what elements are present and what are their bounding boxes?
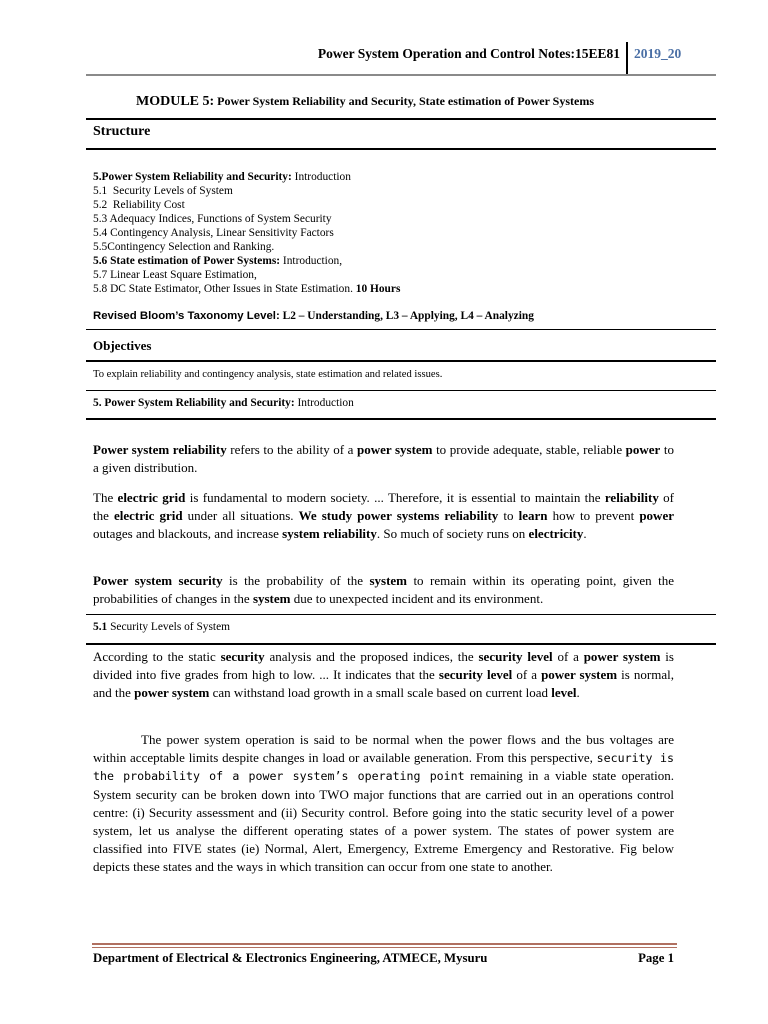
bold-run: learn [518,508,548,524]
bold-run: system reliability [282,526,377,542]
security-paragraph [93,572,674,608]
taxonomy-levels: L2 – Understanding, L3 – Applying, L4 – Analyzing [282,310,534,322]
objectives-heading: Objectives [93,338,152,353]
bold-run: power [625,442,661,457]
operating-states-paragraph [93,731,674,877]
toc-item-text: 5.5Contingency Selection and Ranking. [93,241,275,253]
bold-run: security level [438,667,513,683]
text-run: refers to the ability of a [226,442,357,457]
toc-item-text: 5.2 Reliability Cost [93,199,185,211]
structure-top-rule [86,118,716,120]
bold-run: electric grid [113,508,183,524]
text-run: to remain within its operating point, given the probabilities of changes in the [93,573,674,607]
bold-run: Power system reliability [93,442,227,457]
bold-run: power system [541,667,618,683]
toc-item-text: Introduction [291,171,351,183]
footer-department: Department of Electrical & Electronics Engineering, ATMECE, Mysuru [93,951,488,965]
document-header-title: Power System Operation and Control Notes:15EE81 [317,46,620,61]
toc-item [93,268,400,282]
electric-grid-paragraph [93,489,674,544]
section-51-heading-text: Security Levels of System [107,621,230,633]
bold-run: level [551,685,577,701]
text-run: to a given distribution. [93,442,674,476]
text-run: how to prevent [547,508,640,524]
objectives-text: To explain reliability and contingency analysis, state estimation and related issues. [93,369,443,380]
text-run: under all situations. [182,508,299,524]
text-run: of the [93,490,674,524]
bold-run: security level [478,649,553,664]
bold-run: electric grid [117,490,186,505]
toc-item [93,212,400,226]
taxonomy-line [93,310,534,322]
text-run: can withstand load growth in a small scale based on current load [209,685,552,701]
bold-run: power system [583,649,661,664]
module-subtitle: Power System Reliability and Security, State estimation of Power Systems [217,94,595,108]
reliability-paragraph [93,441,674,477]
module-title [136,94,594,110]
bold-run: security [220,649,265,664]
security-levels-paragraph [93,648,674,703]
toc-item-text: 5.3 Adequacy Indices, Functions of System Security [93,213,332,225]
text-run: is divided into five grades from high to low. ... It indicates that the [93,649,674,683]
text-run: . So much of society runs on [376,526,529,542]
text-run: The [93,490,118,505]
toc-item [93,170,400,184]
taxonomy-rule [86,329,716,330]
text-run: According to the static [93,649,221,664]
section-51-heading [93,621,230,633]
text-run: . [583,526,587,542]
section-5-heading-text: Introduction [294,397,354,409]
bold-run: We study power systems reliability [298,508,499,524]
bold-run: power system [356,442,433,457]
module-label: MODULE 5: [136,94,215,109]
toc-item-bold: 5.Power System Reliability and Security: [93,171,292,183]
section-5-heading-bold: 5. Power System Reliability and Security: [93,397,295,409]
toc-item-bold: 5.6 State estimation of Power Systems: [93,255,281,267]
toc-item-text: 5.1 Security Levels of System [93,185,233,197]
toc-item-text: 5.8 DC State Estimator, Other Issues in State Estimation. [93,283,356,295]
objectives-bottom-rule [86,390,716,391]
toc-item [93,184,400,198]
taxonomy-label: Revised Bloom’s Taxonomy Level: [93,310,280,322]
text-run: The power system operation is said to be normal when the power flows and the bus voltages are within acceptable limits despite changes in load or available generation. From this perspective, [93,732,674,766]
objectives-rule [86,360,716,362]
bold-run: power system [134,685,210,701]
text-run: of a [552,649,584,664]
text-run: is fundamental to modern society. ... Therefore, it is essential to maintain the [185,490,605,505]
toc-item-text: Introduction, [280,255,343,267]
text-run: remaining in a viable state operation. System security can be broken down into TWO major functions that are carried out in an operations control centre: (i) Security assessment and (ii) Security control. Before going into the static security level of a power system, let us analyse the different operating states of a power system. The states of power system are classified into FIVE states (ie) Normal, Alert, Emergency, Extreme Emergency and Restorative. Fig below depicts these states and the ways in which transition can occur from one state to another. [93,768,675,875]
toc-item-hours: 10 Hours [355,283,401,295]
toc-item [93,240,400,254]
text-run: analysis and the proposed indices, the [264,649,479,664]
text-run: to [498,508,519,524]
structure-heading: Structure [93,124,151,139]
highlight-run: security is the probability of a power system’s operating point [93,751,675,784]
bold-run: electricity [528,526,584,542]
structure-bottom-rule [86,148,716,150]
section-5-rule [86,418,716,420]
toc-item [93,226,400,240]
toc-item [93,254,400,268]
footer-rule [92,943,677,945]
section-51-heading-bold: 5.1 [93,621,108,633]
text-run: outages and blackouts, and increase [93,526,283,542]
bold-run: Power system security [93,573,223,588]
text-run: of a [512,667,542,683]
header-divider [626,42,628,74]
footer-rule-thin [92,947,677,948]
toc-item [93,282,400,296]
section-51-top-rule [86,614,716,615]
bold-run: system [369,573,408,588]
structure-toc [93,170,400,296]
toc-item-text: 5.4 Contingency Analysis, Linear Sensitivity Factors [93,227,334,239]
bold-run: power [639,508,674,524]
header-rule [86,74,716,76]
text-run: . [576,685,580,701]
text-run: is normal, and the [93,667,674,701]
toc-item [93,198,400,212]
section-51-rule [86,643,716,645]
toc-item-text: 5.7 Linear Least Square Estimation, [93,269,257,281]
text-run: due to unexpected incident and its environment. [290,591,544,607]
text-run: is the probability of the [222,573,370,588]
bold-run: system [252,591,291,607]
text-run: to provide adequate, stable, reliable [432,442,626,457]
document-year: 2019_20 [634,46,682,61]
bold-run: reliability [604,490,659,505]
section-5-heading [93,397,354,409]
page-number: Page 1 [638,951,674,965]
